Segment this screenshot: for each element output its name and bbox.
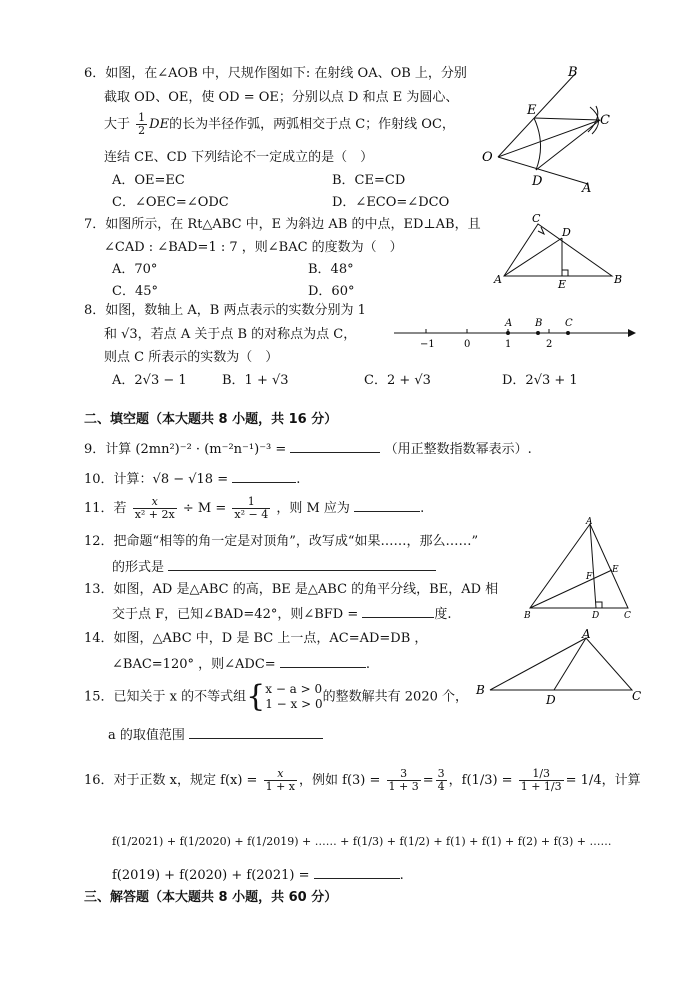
q8-tick-2: 2 <box>546 339 553 350</box>
q8-point-a <box>506 331 510 335</box>
q15-ineq2: 1 − x > 0 <box>265 697 323 711</box>
q15-answer-blank[interactable] <box>189 726 323 739</box>
q16-fthird-val: = 1/4 <box>565 773 602 788</box>
q8-label-a: A <box>505 318 513 329</box>
q16-f3-eq: = <box>422 773 434 788</box>
q16-line2: f(1/2021) + f(1/2020) + f(1/2019) + …… + f(1/3) + f(1/2) + f(1) + f(1) + f(2) + f(3) + …… <box>112 835 612 848</box>
q16-line1-b: ，例如 f(3) = <box>299 773 381 788</box>
q8-point-b <box>536 331 540 335</box>
q14-line2-prefix: ∠BAC=120° ，则∠ADC= <box>112 657 276 672</box>
q16-line1 <box>84 756 641 806</box>
section3-heading: 三、解答题（本大题共 8 小题，共 60 分） <box>84 890 338 905</box>
q15-ineq1: x − a > 0 <box>265 682 323 696</box>
q13-label-b: B <box>524 611 531 621</box>
q16-f3-num: 3 <box>387 768 421 781</box>
q16-fx-num: x <box>264 768 297 781</box>
q6-label-b: B <box>568 65 578 80</box>
q6-label-c: C <box>600 113 610 128</box>
q6-label-o: O <box>482 150 493 165</box>
q8-label-b: B <box>535 318 543 329</box>
q16-f3-den: 1 + 3 <box>388 780 419 793</box>
q7-label-b: B <box>614 273 623 286</box>
q10-answer-blank[interactable] <box>232 470 296 483</box>
q8-option-c: C．2 + √3 <box>364 373 431 388</box>
q6-figure <box>470 62 650 202</box>
q15-brace: { <box>246 679 266 714</box>
q6-line3 <box>104 110 455 140</box>
q15-line2 <box>108 726 323 744</box>
q15-system <box>265 682 322 712</box>
q14-label-a: A <box>582 628 591 641</box>
section2-heading: 二、填空题（本大题共 8 小题，共 16 分） <box>84 412 338 427</box>
q11-prefix: 11．若 <box>84 501 127 516</box>
q7-figure <box>490 210 630 290</box>
q9-prefix: 9．计算 (2mn²)⁻² · (m⁻²n⁻¹)⁻³ = <box>84 442 287 457</box>
q11-answer-blank[interactable] <box>354 499 420 512</box>
q6-frac-tail: DE <box>149 117 170 132</box>
q7-option-a: A．70° <box>112 262 158 277</box>
q13-label-c: C <box>624 611 631 621</box>
q9-line <box>84 440 532 458</box>
q6-frac-den: 2 <box>138 124 146 137</box>
q8-option-d: D．2√3 + 1 <box>502 373 578 388</box>
q7-label-d: D <box>562 226 571 239</box>
q14-answer-blank[interactable] <box>280 655 366 668</box>
q15-line1 <box>84 677 468 718</box>
q8-line3: 则点 C 所表示的实数为（ ） <box>104 350 279 365</box>
q16-fthird-num: 1/3 <box>519 768 564 781</box>
q16-fthird-den: 1 + 1/3 <box>520 780 562 793</box>
q6-frac-num: 1 <box>138 111 146 124</box>
q16-line3-prefix: f(2019) + f(2020) + f(2021) = <box>112 868 310 883</box>
q6-line3-prefix: 大于 <box>104 117 131 132</box>
q12-line1: 12．把命题“相等的角一定是对顶角”，改写成“如果……，那么……” <box>84 534 479 549</box>
q16-line1-a: 16．对于正数 x，规定 f(x) = <box>84 773 258 788</box>
q16-fx-frac <box>264 768 297 793</box>
q11-frac2 <box>232 496 270 521</box>
q13-answer-blank[interactable] <box>362 605 434 618</box>
q11-frac2-den: x² − 4 <box>234 508 269 521</box>
q13-figure <box>520 516 640 622</box>
q11-frac1 <box>133 496 177 521</box>
q13-label-d: D <box>592 611 600 621</box>
q7-line1: 7．如图所示，在 Rt△ABC 中，E 为斜边 AB 的中点，ED⊥AB，且 <box>84 217 481 232</box>
q16-f3-val <box>436 768 447 793</box>
q11-frac1-num: x <box>133 496 177 509</box>
q14-label-d: D <box>546 693 556 707</box>
q14-figure <box>474 628 654 708</box>
q8-tick-0: 0 <box>464 339 471 350</box>
q13-line2 <box>112 605 452 623</box>
q15-suffix: 的整数解共有 2020 个， <box>322 689 468 705</box>
q6-label-e: E <box>527 103 537 118</box>
q6-label-a: A <box>582 181 592 196</box>
q14-line1: 14．如图，△ABC 中，D 是 BC 上一点，AC=AD=DB ， <box>84 631 428 646</box>
q16-fx-den: 1 + x <box>265 780 296 793</box>
q9-answer-blank[interactable] <box>290 440 380 453</box>
q11-mid: ÷ M = <box>182 501 227 516</box>
q8-point-c <box>566 331 570 335</box>
q6-option-a: A．OE=EC <box>112 173 185 188</box>
q7-label-a: A <box>494 273 502 286</box>
q14-line2 <box>112 655 370 673</box>
q7-label-e: E <box>558 278 567 290</box>
q15-line2-prefix: a 的取值范围 <box>108 728 185 743</box>
q11-line <box>84 494 424 524</box>
q10-prefix: 10．计算：√8 − √18 = <box>84 472 229 487</box>
q8-line1: 8．如图，数轴上 A，B 两点表示的实数分别为 1 <box>84 303 366 318</box>
q6-line4: 连结 CE、CD 下列结论不一定成立的是（ ） <box>104 150 374 165</box>
q6-line2: 截取 OD、OE，使 OD = OE；分别以点 D 和点 E 为圆心、 <box>104 90 459 105</box>
q6-line1: 6．如图，在∠AOB 中，尺规作图如下: 在射线 OA、OB 上，分别 <box>84 66 467 81</box>
q16-line1-d: ，计算 <box>601 773 641 788</box>
q14-end: . <box>365 657 370 672</box>
q6-line3-rest: 的长为半径作弧，两弧相交于点 C；作射线 OC， <box>169 117 455 132</box>
q16-line3-end: . <box>399 868 404 883</box>
q7-option-b: B．48° <box>308 262 354 277</box>
q10-suffix: . <box>296 472 301 487</box>
q13-label-e: E <box>612 565 619 575</box>
q11-frac1-den: x² + 2x <box>134 508 175 521</box>
q6-option-d: D．∠ECO=∠DCO <box>332 195 450 210</box>
q10-line <box>84 470 300 488</box>
q13-line1: 13．如图，AD 是△ABC 的高，BE 是△ABC 的角平分线，BE，AD 相 <box>84 582 499 597</box>
q12-answer-blank[interactable] <box>168 558 436 571</box>
q6-label-d: D <box>532 174 543 189</box>
q8-number-line <box>390 316 640 350</box>
q6-option-c: C．∠OEC=∠ODC <box>112 195 229 210</box>
q12-line2 <box>112 558 436 576</box>
q16-f3-val-den: 4 <box>437 780 445 793</box>
q9-suffix: （用正整数指数幂表示）. <box>384 442 532 457</box>
q13-line2-suffix: 度. <box>434 607 452 622</box>
q15-prefix: 15．已知关于 x 的不等式组 <box>84 689 247 705</box>
q16-answer-blank[interactable] <box>314 866 400 879</box>
q7-label-c: C <box>532 212 541 225</box>
q13-label-f: F <box>586 572 593 582</box>
q13-line2-prefix: 交于点 F，已知∠BAD=42°，则∠BFD = <box>112 607 359 622</box>
q8-label-c: C <box>565 318 573 329</box>
q8-option-a: A．2√3 − 1 <box>112 373 187 388</box>
q16-line3 <box>112 866 404 884</box>
q16-f3-val-num: 3 <box>437 767 445 780</box>
q11-frac2-num: 1 <box>232 496 270 509</box>
q11-end: . <box>420 501 425 516</box>
q16-fthird-frac <box>519 768 564 793</box>
q12-line2-prefix: 的形式是 <box>112 560 165 575</box>
q8-line2: 和 √3，若点 A 关于点 B 的对称点为点 C， <box>104 327 357 342</box>
q16-line1-c: ，f(1/3) = <box>448 773 513 788</box>
q7-line2: ∠CAD : ∠BAD=1 : 7 ，则∠BAC 的度数为（ ） <box>104 240 403 255</box>
q8-tick-neg1: −1 <box>420 339 435 350</box>
q14-label-b: B <box>476 683 485 697</box>
q16-f3-frac <box>387 768 421 793</box>
q14-label-c: C <box>632 689 642 703</box>
q8-tick-1: 1 <box>505 339 512 350</box>
q7-option-d: D．60° <box>308 284 355 299</box>
q13-label-a: A <box>586 517 593 527</box>
q6-option-b: B．CE=CD <box>332 173 406 188</box>
q6-fraction <box>136 112 147 137</box>
q7-option-c: C．45° <box>112 284 158 299</box>
q8-option-b: B．1 + √3 <box>222 373 289 388</box>
q11-suffix: ，则 M 应为 <box>276 501 350 516</box>
